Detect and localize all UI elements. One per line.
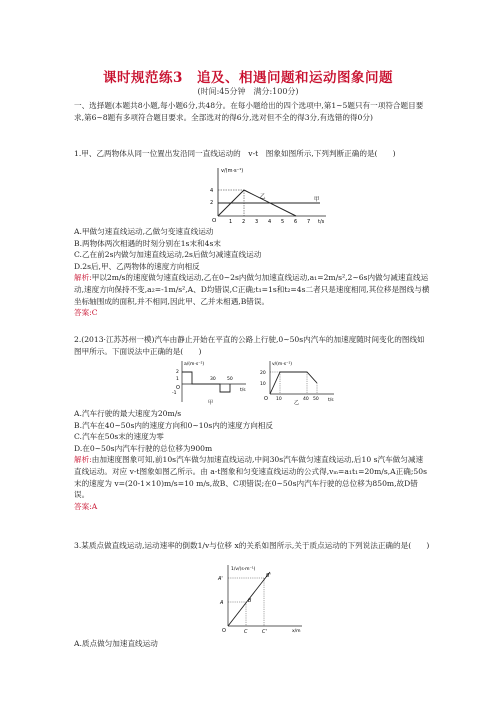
question-3-stem: 3.某质点做直线运动,运动速率的倒数1/v与位移 x的关系如图所示,关于质点运动的下列说法正确的是( ) [74, 541, 430, 550]
x-tick-label: 4 [268, 219, 272, 224]
q2-vt-figure [258, 358, 338, 406]
q3-options [74, 638, 430, 650]
q1-answer: 答案:C [74, 308, 98, 318]
option-b: B.两物体两次相遇的时刻分别在1s末和4s末 [74, 238, 221, 248]
origin-label: O [212, 218, 217, 224]
y-tick-label: 20 [260, 371, 266, 376]
q1-options [74, 226, 430, 319]
option-c: C.乙在前2s内做匀加速直线运动,2s后做匀减速直线运动 [74, 250, 262, 260]
x-axis-label: x/m [292, 629, 301, 634]
x-tick-label: 10 [276, 397, 282, 402]
q3-figure [208, 562, 308, 634]
x-tick-label: 7 [307, 219, 311, 224]
question-number: 2. [74, 335, 82, 344]
y-tick-label: 2 [176, 370, 179, 375]
option-a: A.甲做匀速直线运动,乙做匀变速直线运动 [74, 227, 214, 236]
point-label: B' [266, 573, 271, 579]
q2-analysis: 解析:由加速度图象可知,前10s汽车做匀加速直线运动,中间30s汽车做匀速直线运动,后10 s汽车做匀减速直线运动。对应 v-t图象如图乙所示。由 a-t图象和匀变速直线运动的公式得,vₘ=a₁t₁=20m/s,A正确;50s末的速度为 v=(20-1×10)m/s=10 m/s,故B、C项错误;在0~50s内汽车行驶的总位移为850m,故D错误。 [74, 455, 427, 500]
x-tick-label: 30 [210, 377, 216, 382]
y-tick-label: 10 [260, 382, 266, 387]
figure-caption: 甲 [208, 400, 214, 406]
x-axis-label: t/s [328, 398, 334, 403]
q2-options [74, 408, 430, 512]
y-axis-label: v/(m·s⁻¹) [221, 168, 244, 174]
figure-caption: 乙 [294, 400, 300, 406]
q1-analysis: 解析:甲以2m/s的速度做匀速直线运动,乙在0~2s内做匀加速直线运动,a₁=2m/s²,2~6s内做匀减速直线运动,速度方向保持不变,a₂=-1m/s²,A、D均错误,C正确;t₁=1s和t₂=4s二者只是速度相同,其位移是图线与横坐标轴围成的面积,并不相同,因此甲、乙并未相遇,B错误。 [74, 273, 430, 306]
x-tick-label: 6 [294, 219, 298, 224]
y-tick-label: 2 [210, 200, 214, 206]
x-tick-label: 3 [255, 219, 259, 224]
exam-meta: (时间:45分钟 满分:100分) [197, 87, 299, 96]
series-label-yi: 乙 [260, 194, 266, 200]
instructions: 一、选择题(本题共8小题,每小题6分,共48分。在每小题给出的四个选项中,第1~5题只有一项符合题目要求,第6~8题有多项符合题目要求。全部选对的得6分,选对但不全的得3分,有选错的得0分) [74, 101, 424, 122]
point-label: A [220, 600, 224, 606]
option-d: D.2s后,甲、乙两物体的速度方向相反 [74, 261, 200, 271]
y-tick-label: 4 [210, 188, 214, 194]
origin-label: O [176, 385, 180, 391]
option-a: A.质点做匀加速直线运动 [74, 639, 158, 648]
velocity-line [270, 372, 317, 394]
point-label: A' [218, 576, 223, 582]
x-tick-label: 50 [227, 377, 233, 382]
x-tick-label: 40 [303, 397, 309, 402]
q2-at-figure [170, 358, 250, 406]
y-tick-label: 1 [176, 377, 179, 382]
question-1-stem: 1.甲、乙两物体从同一位置出发沿同一直线运动的 v-t 图象如图所示,下列判断正确的是( ) [74, 149, 396, 158]
x-axis-label: t/s [318, 219, 325, 224]
y-tick-label: -1 [172, 391, 177, 396]
q2-answer: 答案:A [74, 501, 98, 511]
x-axis-label: t/s [240, 388, 246, 393]
option-a: A.汽车行驶的最大速度为20m/s [74, 409, 182, 418]
origin-label: O [264, 396, 268, 402]
series-label-jia: 甲 [314, 197, 320, 203]
x-tick-label: 5 [281, 219, 285, 224]
acceleration-line [182, 372, 230, 392]
question-number: 3. [74, 541, 82, 550]
y-axis-label: 1/v/(s·m⁻¹) [231, 567, 256, 572]
question-number: 1. [74, 149, 82, 158]
origin-label: O [222, 628, 226, 634]
option-d: D.在0~50s内汽车行驶的总位移为900m [74, 443, 213, 453]
q1-vt-figure [200, 164, 330, 224]
page-title: 课时规范练3 追及、相遇问题和运动图象问题 [103, 70, 393, 86]
y-axis-label: a/(m·s⁻²) [184, 362, 205, 367]
y-axis-label: v/(m·s⁻¹) [272, 362, 293, 367]
point-label: B [248, 598, 252, 604]
x-tick-label: 2 [242, 219, 246, 224]
x-tick-label: 1 [229, 219, 233, 224]
x-tick-label: C' [262, 629, 267, 634]
x-tick-label: C [244, 629, 248, 634]
option-c: C.汽车在50s末的速度为零 [74, 432, 164, 442]
x-tick-label: 50 [313, 397, 319, 402]
option-b: B.汽车在40~50s内的速度方向和0~10s内的速度方向相反 [74, 420, 274, 430]
question-2-stem: 2.(2013·江苏苏州一模)汽车由静止开始在平直的公路上行驶,0~50s内汽车的加速度随时间变化的图线如图甲所示。下面说法中正确的是( ) [74, 335, 425, 356]
